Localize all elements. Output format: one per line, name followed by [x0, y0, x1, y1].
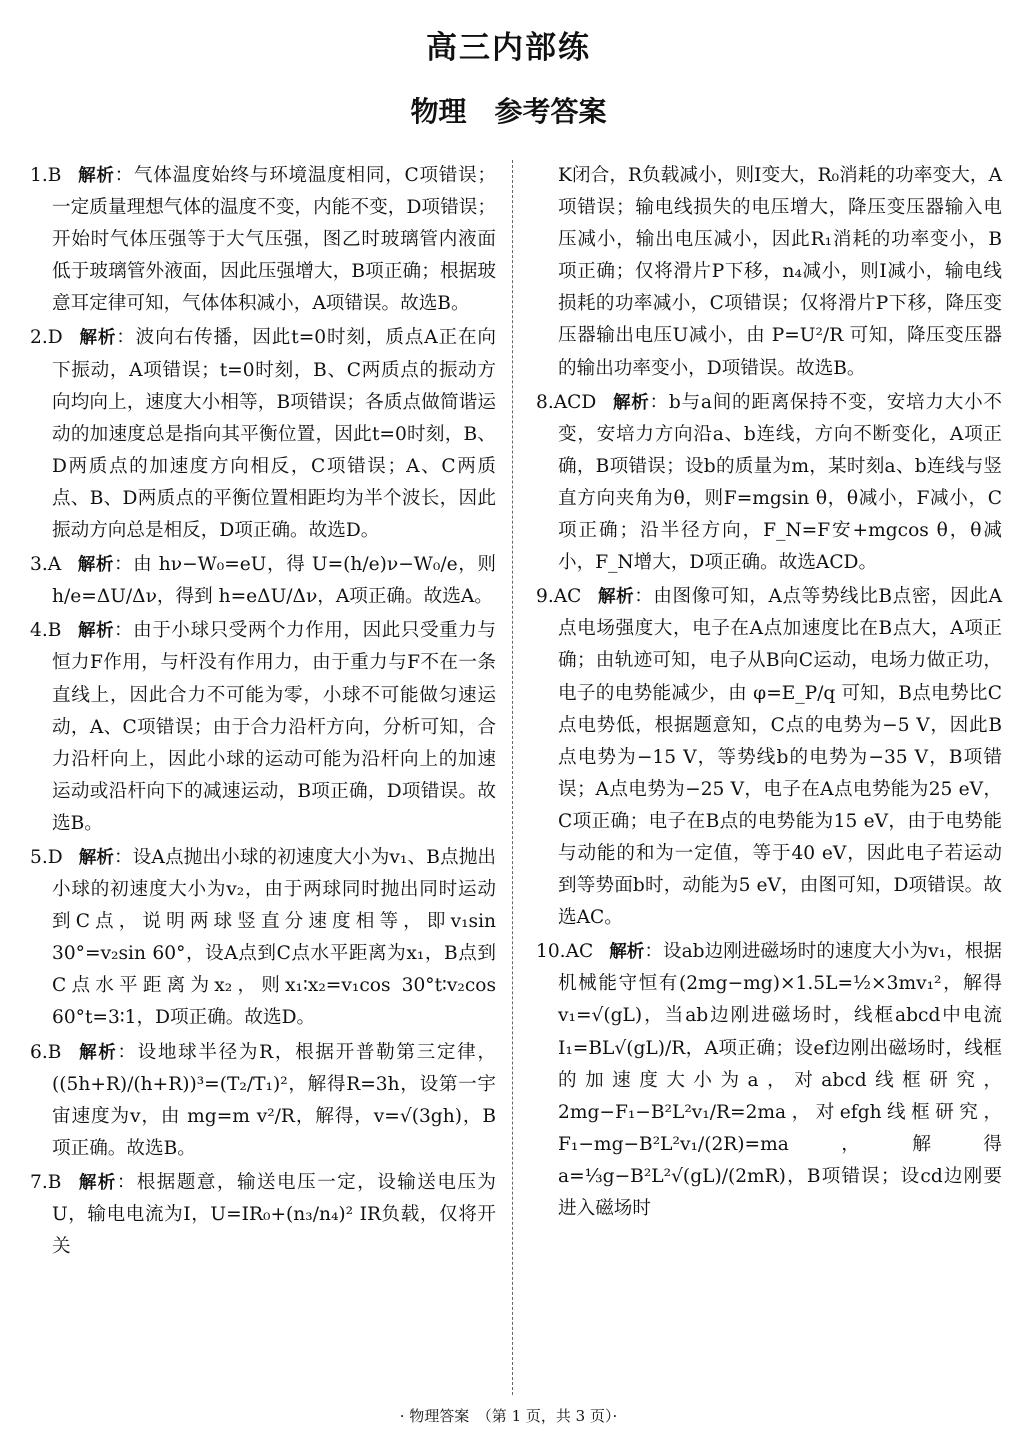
page-footer: · 物理答案 （第 1 页，共 3 页）·: [399, 1407, 618, 1425]
answer-item: [30, 1167, 496, 1263]
answer-number: 9.AC: [536, 586, 582, 608]
analysis-label: 解析: [77, 166, 115, 186]
answer-item: [536, 160, 1002, 385]
answer-item: [536, 936, 1002, 1225]
analysis-text: ：设ab边刚进磁场时的速度大小为v₁，根据机械能守恒有(2mg−mg)×1.5L=½×3mv₁²，解得 v₁=√(gL)，当ab边刚进磁场时，线框abcd中电流 I₁=BL√(gL)/R，A项正确；设ef边刚出磁场时，线框的加速度大小为a，对abcd线框研究，2mg−F₁−B²L²v₁/R=2ma，对efgh线框研究，F₁−mg−B²L²v₁/(2R)=ma，解得 a=⅓g−B²L²√(gL)/(2mR)，B项错误；设cd边刚要进入磁场时: [558, 941, 1003, 1219]
column-divider: [512, 160, 513, 1395]
answer-item: [30, 549, 496, 613]
analysis-label: 解析: [78, 847, 114, 868]
analysis-text: ：由于小球只受两个力作用，因此只受重力与恒力F作用，与杆没有作用力，由于重力与F不在一条直线上，因此合力不可能为零，小球不可能做匀速运动，A、C项错误；由于合力沿杆方向，分析可知，合力沿杆向上，因此小球的运动可能为沿杆向上的加速运动或沿杆向下的减速运动，B项正确，D项错误。故选B。: [52, 620, 496, 834]
analysis-label: 解析: [77, 555, 114, 576]
analysis-label: 解析: [77, 1042, 118, 1063]
analysis-label: 解析: [77, 621, 115, 642]
analysis-text: ：气体温度始终与环境温度相同，C项错误；一定质量理想气体的温度不变，内能不变，D项错误；开始时气体压强等于大气压强，图乙时玻璃管内液面低于玻璃管外液面，因此压强增大，B项正确；根据玻意耳定律可知，气体体积减小，A项错误。故选B。: [52, 165, 497, 315]
answer-item: [536, 387, 1002, 580]
answer-number: 1.B: [30, 165, 62, 186]
answer-item: [30, 322, 496, 547]
answer-number: 5.D: [30, 846, 63, 868]
answer-item: [536, 581, 1002, 934]
analysis-text: ：设地球半径为R，根据开普勒第三定律，((5h+R)/(h+R))³=(T₂/T₁)²，解得R=3h，设第一宇宙速度为v，由 mg=m v²/R，解得，v=√(3gh)，B项正确。故选B。: [52, 1041, 496, 1159]
answer-number: 10.AC: [536, 941, 594, 963]
analysis-label: 解析: [597, 587, 635, 608]
answer-number: 8.ACD: [536, 391, 597, 413]
page-title: 高三内部练: [426, 30, 591, 66]
right-column: [536, 160, 1002, 1227]
answer-number: 3.A: [30, 554, 62, 576]
answer-item: [30, 160, 496, 320]
analysis-text: ：由图像可知，A点等势线比B点密，因此A点电场强度大，电子在A点加速度比在B点大，A项正确；由轨迹可知，电子从B向C运动，电场力做正功，电子的电势能减少，由 φ=E_P/q 可知，B点电势比C点电势低，根据题意知，C点的电势为−5 V，因此B点电势为−15 V，等势线b的电势为−35 V，B项错误；A点电势为−25 V，电子在A点电势能为25 eV，C项正确；电子在B点的电势能为15 eV，由于电势能与动能的和为一定值，等于40 eV，因此电子若运动到等势面b时，动能为5 eV，由图可知，D项错误。故选AC。: [558, 586, 1003, 929]
analysis-text: K闭合，R负载减小，则I变大，R₀消耗的功率变大，A项错误；输电线损失的电压增大，降压变压器输入电压减小，输出电压减小，因此R₁消耗的功率变小，B项正确；仅将滑片P下移，n₄减小，则I减小，输电线损耗的功率减小，C项错误；仅将滑片P下移，降压变压器输出电压U减小，由 P=U²/R 可知，降压变压器的输出功率变小，D项错误。故选B。: [558, 165, 1002, 379]
answer-number: 2.D: [30, 327, 63, 349]
answer-item: [30, 615, 496, 840]
answer-number: 4.B: [30, 620, 62, 642]
left-column: [30, 160, 496, 1265]
analysis-label: 解析: [78, 328, 117, 349]
analysis-label: 解析: [77, 1172, 117, 1193]
answer-item: [30, 842, 496, 1035]
answer-item: [30, 1037, 496, 1165]
analysis-text: ：b与a间的距离保持不变，安培力大小不变，安培力方向沿a、b连线，方向不断变化，A项正确，B项错误；设b的质量为m，某时刻a、b连线与竖直方向夹角为θ，则F=mgsin θ，θ减小，F减小，C项正确；沿半径方向，F_N=F安+mgcos θ，θ减小，F_N增大，D项正确。故选ACD。: [558, 391, 1002, 574]
analysis-label: 解析: [609, 942, 645, 963]
answer-number: 7.B: [30, 1171, 62, 1193]
analysis-text: ：波向右传播，因此t=0时刻，质点A正在向下振动，A项错误；t=0时刻，B、C两质点的振动方向均向上，速度大小相等，B项错误；各质点做简谐运动的加速度总是指向其平衡位置，因此t=0时刻，B、D两质点的加速度方向相反，C项错误；A、C两质点、B、D两质点的平衡位置相距均为半个波长，因此振动方向总是相反，D项正确。故选D。: [52, 327, 496, 542]
analysis-text: ：由 hν−W₀=eU，得 U=(h/e)ν−W₀/e，则 h/e=ΔU/Δν，得到 h=eΔU/Δν，A项正确。故选A。: [52, 554, 497, 608]
analysis-text: ：设A点抛出小球的初速度大小为v₁、B点抛出小球的初速度大小为v₂，由于两球同时抛出同时运动到C点，说明两球竖直分速度相等，即v₁sin 30°=v₂sin 60°，设A点到C点水平距离为x₁，B点到C点水平距离为x₂，则x₁∶x₂=v₁cos 30°t∶v₂cos 60°t=3∶1，D项正确。故选D。: [52, 846, 496, 1029]
answer-number: 6.B: [30, 1041, 62, 1063]
analysis-text: ：根据题意，输送电压一定，设输送电压为U，输电电流为I，U=IR₀+(n₃/n₄)² IR负载，仅将开关: [52, 1171, 496, 1258]
analysis-label: 解析: [612, 392, 650, 413]
page-subtitle: 物理 参考答案: [410, 95, 607, 128]
